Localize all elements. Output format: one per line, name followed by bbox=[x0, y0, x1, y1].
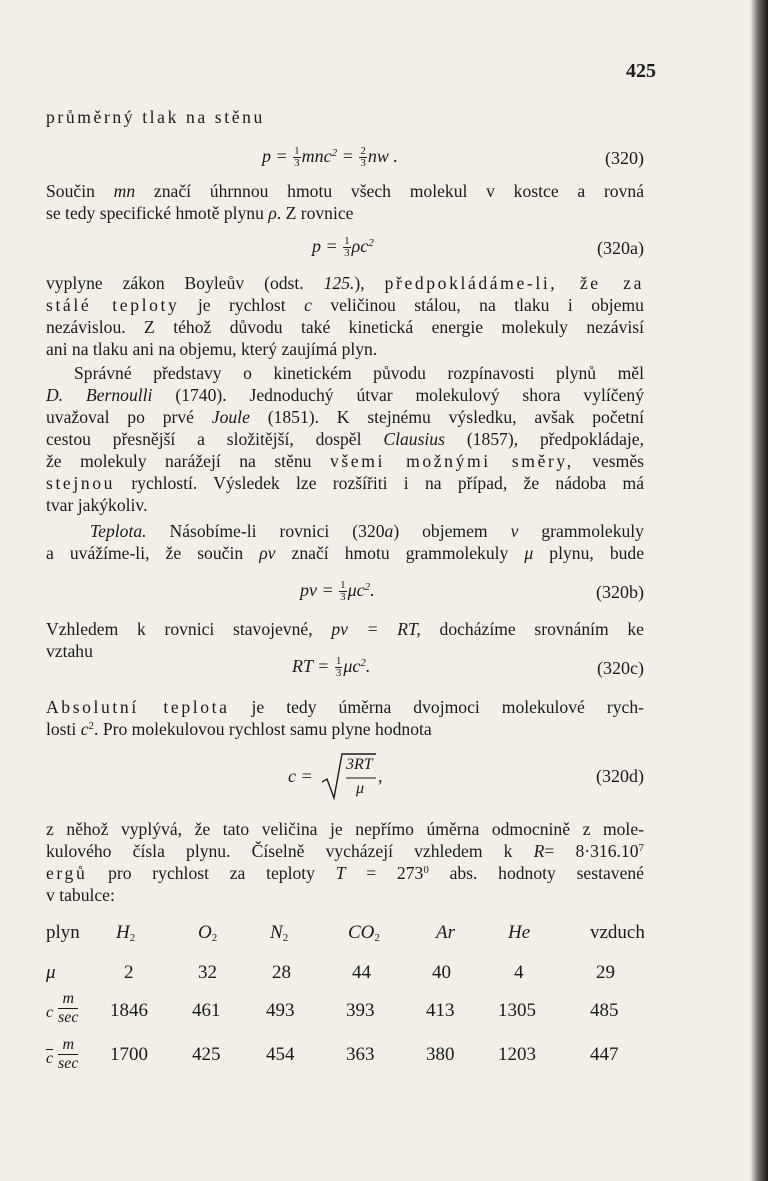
text-line: Vzhledem k rovnici stavojevné, pv = RT, docházíme srovnáním ke bbox=[46, 619, 644, 639]
equation-320a: p = $\frac{1}{3}$ $\rho c^2$ bbox=[312, 235, 374, 260]
header-h2: $H_2$ bbox=[116, 922, 136, 944]
page-shadow-edge bbox=[750, 0, 768, 1181]
cell-c: 485 bbox=[590, 1000, 619, 1021]
text-line: průměrný tlak na stěnu bbox=[46, 107, 265, 127]
unit-m-per-sec: m sec bbox=[58, 990, 79, 1026]
cell-c: 413 bbox=[426, 1000, 455, 1021]
cell-cbar: 1203 bbox=[498, 1044, 536, 1065]
text-line: ergů pro rychlost za teploty $T = 273^0$ abs. hodnoty sestavené bbox=[46, 863, 644, 883]
text-line: ani na tlaku ani na objemu, který zaujímá plyn. bbox=[46, 339, 378, 359]
text-line: Teplota. Násobíme-li rovnici (320a) objemem v grammolekuly bbox=[90, 521, 644, 541]
equation-320b: pv = $\frac{1}{3}$ $\mu c^2$. bbox=[300, 579, 375, 604]
header-n2: $N_2$ bbox=[270, 922, 289, 944]
header-o2: $O_2$ bbox=[198, 922, 218, 944]
text-line: nezávislou. Z téhož důvodu také kinetická energie molekuly nezávisí bbox=[46, 317, 644, 337]
equation-number: (320d) bbox=[596, 766, 644, 786]
cell-c: 1305 bbox=[498, 1000, 536, 1021]
cell-cbar: 454 bbox=[266, 1044, 295, 1065]
header-he: He bbox=[508, 922, 531, 943]
header-co2: $CO_2$ bbox=[348, 922, 380, 944]
text-line: D. Bernoulli (1740). Jednoduchý útvar molekulový shora vylíčený bbox=[46, 385, 644, 405]
text-line: vztahu bbox=[46, 641, 93, 661]
cell-mu: 4 bbox=[514, 962, 524, 983]
row-label-plyn: plyn bbox=[46, 922, 80, 943]
cell-mu: 40 bbox=[432, 962, 451, 983]
header-vzduch: vzduch bbox=[590, 922, 645, 943]
cell-mu: 32 bbox=[198, 962, 217, 983]
cell-cbar: 447 bbox=[590, 1044, 619, 1065]
text-line: stálé teploty je rychlost c veličinou stálou, na tlaku i objemu bbox=[46, 295, 644, 315]
cell-c: 393 bbox=[346, 1000, 375, 1021]
equation-320c: RT = $\frac{1}{3}$ $\mu c^2$. bbox=[292, 655, 371, 680]
unit-m-per-sec: m sec bbox=[58, 1036, 79, 1072]
row-label-mu: μ bbox=[46, 962, 56, 983]
equation-number: (320) bbox=[605, 148, 644, 168]
equation-320: p = $\frac{1}{3}$ mnc$^2$ = $\frac{2}{3}$ nw . bbox=[262, 145, 398, 170]
text-line: vyplyne zákon Boyleův (odst. 125.), předpokládáme-li, že za bbox=[46, 273, 644, 293]
text-line: uvažoval po prvé Joule (1851). K stejnému výsledku, avšak početní bbox=[46, 407, 645, 427]
text-line: cestou přesnější a složitější, dospěl Clausius (1857), předpokládaje, bbox=[46, 429, 644, 449]
text-line: v tabulce: bbox=[46, 885, 115, 905]
cell-cbar: 1700 bbox=[110, 1044, 148, 1065]
row-label-cbar: $\overline{c}$ bbox=[46, 1050, 54, 1067]
cell-c: 461 bbox=[192, 1000, 221, 1021]
text-line: a uvážíme-li, že součin ρv značí hmotu grammolekuly μ plynu, bude bbox=[46, 543, 645, 563]
text-line: kulového čísla plynu. Číselně vycházejí vzhledem k $R= 8\cdot 316.10^7$ bbox=[46, 841, 645, 861]
equation-number: (320c) bbox=[597, 658, 644, 678]
text-line: z něhož vyplývá, že tato veličina je nepřímo úměrna odmocnině z mole- bbox=[46, 819, 644, 839]
text-line: losti $c^2$. Pro molekulovou rychlost samu plyne hodnota bbox=[46, 719, 432, 739]
cell-cbar: 425 bbox=[192, 1044, 221, 1065]
text-line: Správné představy o kinetickém původu rozpínavosti plynů měl bbox=[74, 363, 644, 383]
text-line: stejnou rychlostí. Výsledek lze rozšířiti i na případ, že nádoba má bbox=[46, 473, 644, 493]
row-label-c: c bbox=[46, 1004, 54, 1021]
text-line: se tedy specifické hmotě plynu ρ. Z rovnice bbox=[46, 203, 354, 223]
cell-c: 493 bbox=[266, 1000, 295, 1021]
header-ar: Ar bbox=[436, 922, 455, 943]
cell-cbar: 380 bbox=[426, 1044, 455, 1065]
cell-mu: 44 bbox=[352, 962, 371, 983]
cell-mu: 29 bbox=[596, 962, 615, 983]
text-line: že molekuly narážejí na stěnu všemi možnými směry, vesměs bbox=[46, 451, 644, 471]
page-number: 425 bbox=[626, 60, 656, 82]
cell-cbar: 363 bbox=[346, 1044, 375, 1065]
text-line: Absolutní teplota je tedy úměrna dvojmoci molekulové rych- bbox=[46, 697, 644, 717]
equation-number: (320a) bbox=[597, 238, 644, 258]
equation-number: (320b) bbox=[596, 582, 644, 602]
text-line: tvar jakýkoliv. bbox=[46, 495, 148, 515]
cell-mu: 28 bbox=[272, 962, 291, 983]
text-line: Součin mn značí úhrnnou hmotu všech molekul v kostce a rovná bbox=[46, 181, 645, 201]
cell-mu: 2 bbox=[124, 962, 134, 983]
cell-c: 1846 bbox=[110, 1000, 148, 1021]
